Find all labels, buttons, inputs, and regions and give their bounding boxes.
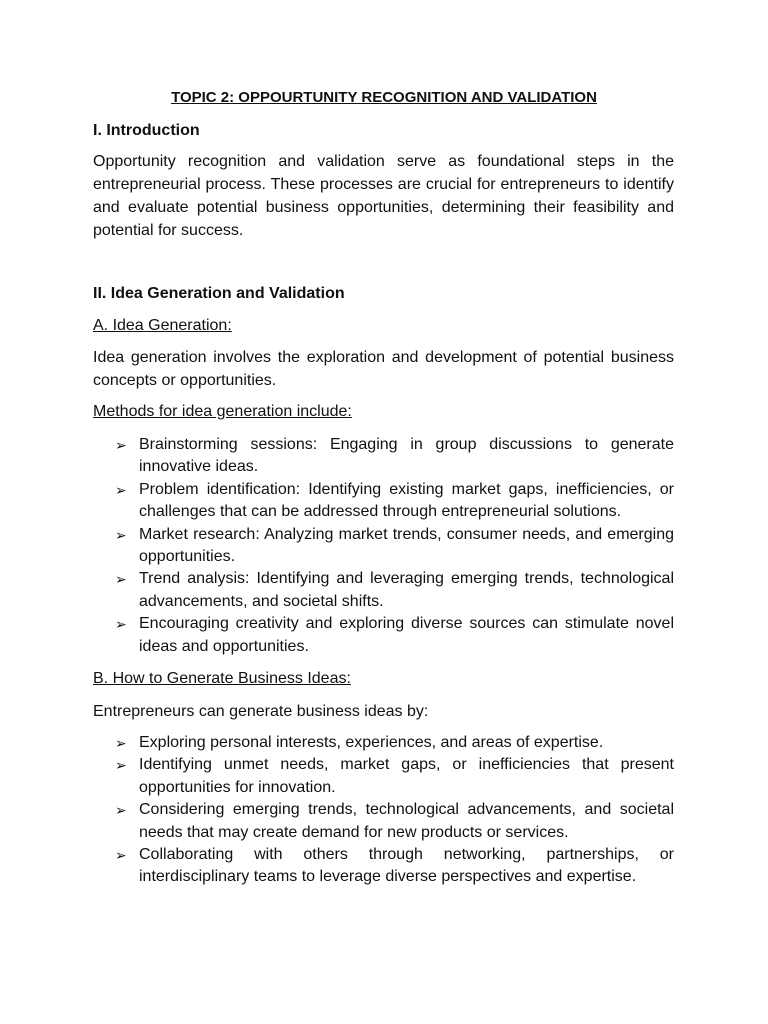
- ideas-list: [93, 732, 674, 889]
- list-item: ➢ Exploring personal interests, experiences, and areas of expertise.: [93, 732, 674, 754]
- list-item: ➢ Trend analysis: Identifying and leveraging emerging trends, technological advancements, and societal shifts.: [115, 570, 674, 610]
- list-item: ➢ Considering emerging trends, technological advancements, and societal needs that may create demand for new products or services.: [115, 801, 674, 841]
- subsection-b-heading: B. How to Generate Business Ideas:: [93, 670, 351, 687]
- section2-heading-block: [93, 283, 674, 305]
- methods-list: [93, 434, 674, 658]
- list-item: ➢ Market research: Analyzing market trends, consumer needs, and emerging opportunities.: [115, 525, 674, 566]
- arrowhead-bullet-icon: ➢: [115, 571, 127, 588]
- arrowhead-bullet-icon: ➢: [115, 481, 127, 498]
- list-item: ➢ Identifying unmet needs, market gaps, or inefficiencies that present opportunities for innovation.: [115, 756, 674, 796]
- list-item: ➢ Encouraging creativity and exploring diverse sources can stimulate novel ideas and opportunities.: [115, 615, 674, 655]
- intro-heading-block: [93, 120, 674, 142]
- subsection-a-paragraph: Idea generation involves the exploration and development of potential business concepts or opportunities.: [93, 349, 674, 389]
- intro-paragraph-block: [93, 150, 674, 242]
- subsection-b-paragraph: Entrepreneurs can generate business ideas by:: [93, 703, 429, 720]
- arrowhead-bullet-icon: ➢: [115, 437, 127, 453]
- section2-heading: II. Idea Generation and Validation: [93, 285, 345, 302]
- methods-heading-block: [93, 401, 674, 423]
- ideas-list-block: [93, 732, 674, 889]
- arrowhead-bullet-icon: ➢: [115, 757, 127, 774]
- arrowhead-bullet-icon: ➢: [115, 526, 127, 543]
- subsection-b-paragraph-block: [93, 700, 674, 723]
- list-item: ➢ Brainstorming sessions: Engaging in group discussions to generate innovative ideas.: [115, 436, 674, 476]
- list-item: ➢ Collaborating with others through networking, partnerships, or interdisciplinary teams to leverage diverse perspectives and expertise.: [115, 846, 674, 886]
- arrowhead-bullet-icon: ➢: [115, 847, 127, 864]
- list-item: ➢ Problem identification: Identifying existing market gaps, inefficiencies, or challenges that can be addressed through entrepreneurial solutions.: [115, 480, 674, 521]
- intro-heading: I. Introduction: [93, 122, 200, 139]
- arrowhead-bullet-icon: ➢: [115, 802, 127, 819]
- arrowhead-bullet-icon: ➢: [115, 616, 127, 633]
- subsection-b-heading-block: [93, 668, 674, 690]
- intro-paragraph: Opportunity recognition and validation serve as foundational steps in the entrepreneurial process. These processes are crucial for entrepreneurs to identify and evaluate potential business opportunities, determining their feasibility and potential for success.: [93, 153, 674, 239]
- methods-list-block: [93, 434, 674, 658]
- subsection-a-heading-block: [93, 315, 674, 337]
- arrowhead-bullet-icon: ➢: [115, 735, 127, 751]
- subsection-a-heading: A. Idea Generation:: [93, 317, 232, 334]
- methods-heading: Methods for idea generation include:: [93, 403, 352, 420]
- page-title: TOPIC 2: OPPOURTUNITY RECOGNITION AND VALIDATION: [171, 89, 597, 106]
- subsection-a-paragraph-block: [93, 346, 674, 392]
